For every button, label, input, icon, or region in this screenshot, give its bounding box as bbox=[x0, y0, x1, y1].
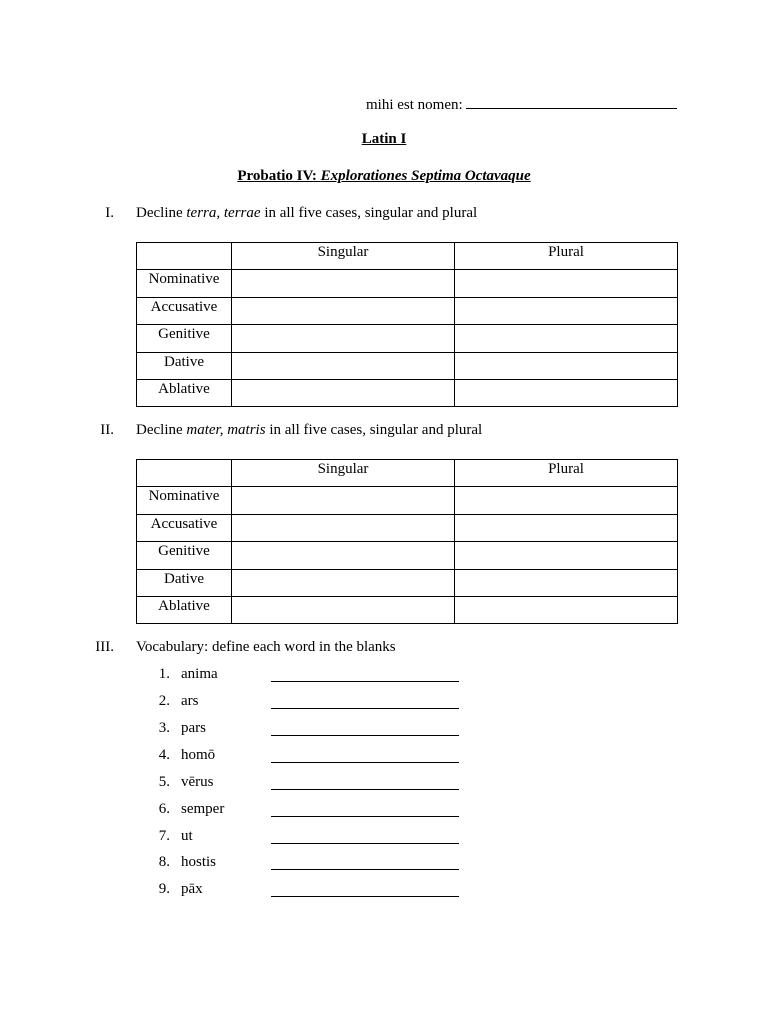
answer-cell[interactable] bbox=[455, 514, 678, 541]
list-item bbox=[136, 693, 199, 710]
case-label: Dative bbox=[137, 569, 232, 596]
case-label: Accusative bbox=[137, 297, 232, 324]
declension-table-1 bbox=[136, 242, 678, 407]
vocab-answer-blank[interactable] bbox=[271, 708, 459, 709]
answer-cell[interactable] bbox=[455, 352, 678, 379]
page-title: Latin I bbox=[361, 131, 407, 147]
case-label: Genitive bbox=[137, 542, 232, 569]
answer-cell[interactable] bbox=[232, 487, 455, 514]
case-label: Genitive bbox=[137, 325, 232, 352]
answer-cell[interactable] bbox=[232, 352, 455, 379]
section-2-prompt bbox=[136, 422, 482, 439]
vocab-word: anima bbox=[181, 666, 218, 682]
name-input-blank[interactable] bbox=[466, 94, 677, 109]
answer-cell[interactable] bbox=[232, 514, 455, 541]
answer-cell[interactable] bbox=[455, 297, 678, 324]
section-2-numeral: II. bbox=[100, 422, 114, 438]
answer-cell[interactable] bbox=[232, 542, 455, 569]
case-label: Dative bbox=[137, 352, 232, 379]
table-row bbox=[137, 569, 678, 596]
vocab-answer-blank[interactable] bbox=[271, 869, 459, 870]
subtitle-prefix: Probatio IV: bbox=[237, 168, 321, 184]
declension-table-2 bbox=[136, 459, 678, 624]
vocab-answer-blank[interactable] bbox=[271, 896, 459, 897]
vocab-answer-blank[interactable] bbox=[271, 735, 459, 736]
name-label: mihi est nomen: bbox=[366, 97, 463, 113]
name-line bbox=[366, 94, 677, 114]
table-row bbox=[137, 325, 678, 352]
section-1-numeral: I. bbox=[105, 205, 114, 221]
table-header-cell: Plural bbox=[455, 243, 678, 270]
vocab-word: semper bbox=[181, 801, 225, 817]
vocab-number: 2. bbox=[158, 693, 170, 709]
answer-cell[interactable] bbox=[232, 596, 455, 623]
section-1-prompt-prefix: Decline bbox=[136, 205, 187, 221]
list-item bbox=[136, 801, 224, 818]
vocab-number: 8. bbox=[158, 854, 170, 870]
list-item bbox=[136, 720, 206, 737]
case-label: Nominative bbox=[137, 270, 232, 297]
case-label: Ablative bbox=[137, 596, 232, 623]
answer-cell[interactable] bbox=[455, 379, 678, 406]
vocab-answer-blank[interactable] bbox=[271, 789, 459, 790]
case-label: Accusative bbox=[137, 514, 232, 541]
list-item bbox=[136, 854, 216, 871]
table-row bbox=[137, 596, 678, 623]
answer-cell[interactable] bbox=[455, 569, 678, 596]
answer-cell[interactable] bbox=[232, 379, 455, 406]
vocab-word: ut bbox=[181, 828, 193, 844]
table-header-cell: Singular bbox=[232, 460, 455, 487]
section-2-prompt-prefix: Decline bbox=[136, 422, 187, 438]
list-item bbox=[136, 881, 203, 898]
vocab-number: 4. bbox=[158, 747, 170, 763]
list-item bbox=[136, 666, 218, 683]
answer-cell[interactable] bbox=[232, 297, 455, 324]
vocab-number: 7. bbox=[158, 828, 170, 844]
answer-cell[interactable] bbox=[455, 542, 678, 569]
vocab-word: pars bbox=[181, 720, 206, 736]
answer-cell[interactable] bbox=[232, 270, 455, 297]
table-header-row bbox=[137, 243, 678, 270]
table-row bbox=[137, 487, 678, 514]
vocab-word: homō bbox=[181, 747, 216, 763]
vocab-answer-blank[interactable] bbox=[271, 816, 459, 817]
table-row bbox=[137, 379, 678, 406]
vocab-number: 1. bbox=[158, 666, 170, 682]
vocab-number: 5. bbox=[158, 774, 170, 790]
list-item bbox=[136, 774, 214, 791]
table-header-row bbox=[137, 460, 678, 487]
table-row bbox=[137, 297, 678, 324]
section-3-prompt: Vocabulary: define each word in the blanks bbox=[136, 639, 396, 655]
table-row bbox=[137, 542, 678, 569]
vocab-answer-blank[interactable] bbox=[271, 843, 459, 844]
subtitle-emphasis: Explorationes Septima Octavaque bbox=[320, 168, 531, 184]
vocab-word: pāx bbox=[181, 881, 203, 897]
vocab-word: vērus bbox=[181, 774, 214, 790]
section-2-prompt-suffix: in all five cases, singular and plural bbox=[265, 422, 483, 438]
answer-cell[interactable] bbox=[455, 325, 678, 352]
answer-cell[interactable] bbox=[232, 569, 455, 596]
vocab-number: 6. bbox=[158, 801, 170, 817]
vocab-word: ars bbox=[181, 693, 199, 709]
vocab-number: 3. bbox=[158, 720, 170, 736]
vocab-word: hostis bbox=[181, 854, 217, 870]
answer-cell[interactable] bbox=[455, 596, 678, 623]
section-1-prompt-suffix: in all five cases, singular and plural bbox=[260, 205, 478, 221]
case-label: Nominative bbox=[137, 487, 232, 514]
section-1-prompt bbox=[136, 205, 477, 222]
section-2-prompt-word: mater, matris bbox=[186, 422, 266, 438]
table-header-cell: Singular bbox=[232, 243, 455, 270]
case-label: Ablative bbox=[137, 379, 232, 406]
table-row bbox=[137, 514, 678, 541]
section-1-prompt-word: terra, terrae bbox=[186, 205, 261, 221]
section-3-numeral: III. bbox=[95, 639, 114, 655]
table-header-cell bbox=[137, 460, 232, 487]
table-row bbox=[137, 352, 678, 379]
vocab-number: 9. bbox=[158, 881, 170, 897]
list-item bbox=[136, 747, 215, 764]
vocab-answer-blank[interactable] bbox=[271, 762, 459, 763]
answer-cell[interactable] bbox=[455, 270, 678, 297]
list-item bbox=[136, 828, 193, 845]
table-header-cell bbox=[137, 243, 232, 270]
answer-cell[interactable] bbox=[455, 487, 678, 514]
vocab-answer-blank[interactable] bbox=[271, 681, 459, 682]
table-header-cell: Plural bbox=[455, 460, 678, 487]
page-subtitle bbox=[0, 168, 768, 185]
table-row bbox=[137, 270, 678, 297]
answer-cell[interactable] bbox=[232, 325, 455, 352]
